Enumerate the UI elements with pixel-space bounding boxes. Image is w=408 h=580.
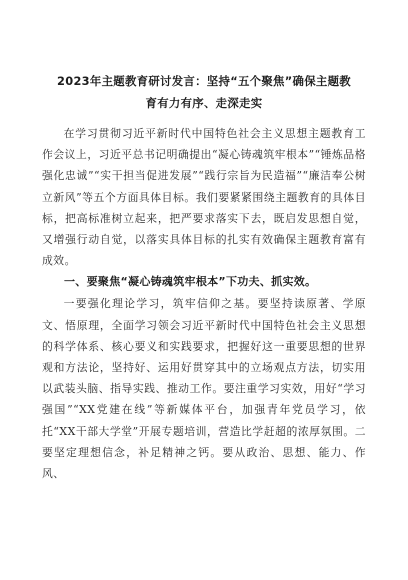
section-1-heading: 一、要聚焦“凝心铸魂筑牢根本”下功夫、抓实效。	[64, 275, 317, 289]
document-title	[42, 70, 366, 114]
title-line-2: 育有力有序、走深走实	[145, 96, 263, 110]
title-line-1: 2023年主题教育研讨发言：坚持“五个聚焦”确保主题教	[57, 74, 351, 88]
intro-paragraph: 在学习贯彻习近平新时代中国特色社会主义思想主题教育工作会议上，习近平总书记明确提出“凝心铸魂筑牢根本”“锤炼品格强化忠诚”“实干担当促进发展”“践行宗旨为民造福”“廉洁奉公树立新风”等五个方面具体目标。我们要紧紧围绕主题教育的具体目标，把高标准树立起来，把严要求落实下去，既启发思想自觉，又增强行动自觉，以落实具体目标的扎实有效确保主题教育富有成效。	[42, 127, 366, 268]
section-1-paragraph: 一要强化理论学习，筑牢信仰之基。要坚持读原著、学原文、悟原理，全面学习领会习近平新时代中国特色社会主义思想的科学体系、核心要义和实践要求，把握好这一重要思想的世界观和方法论，坚持好、运用好贯穿其中的立场观点方法，切实用以武装头脑、指导实践、推动工作。要注重学习实效，用好“学习强国”“XX党建在线”等新媒体平台，加强青年党员学习，依托“XX干部大学堂”开展专题培训，营造比学赶超的浓厚氛围。二要坚定理想信念，补足精神之钙。要从政治、思想、能力、作风、	[42, 297, 366, 481]
